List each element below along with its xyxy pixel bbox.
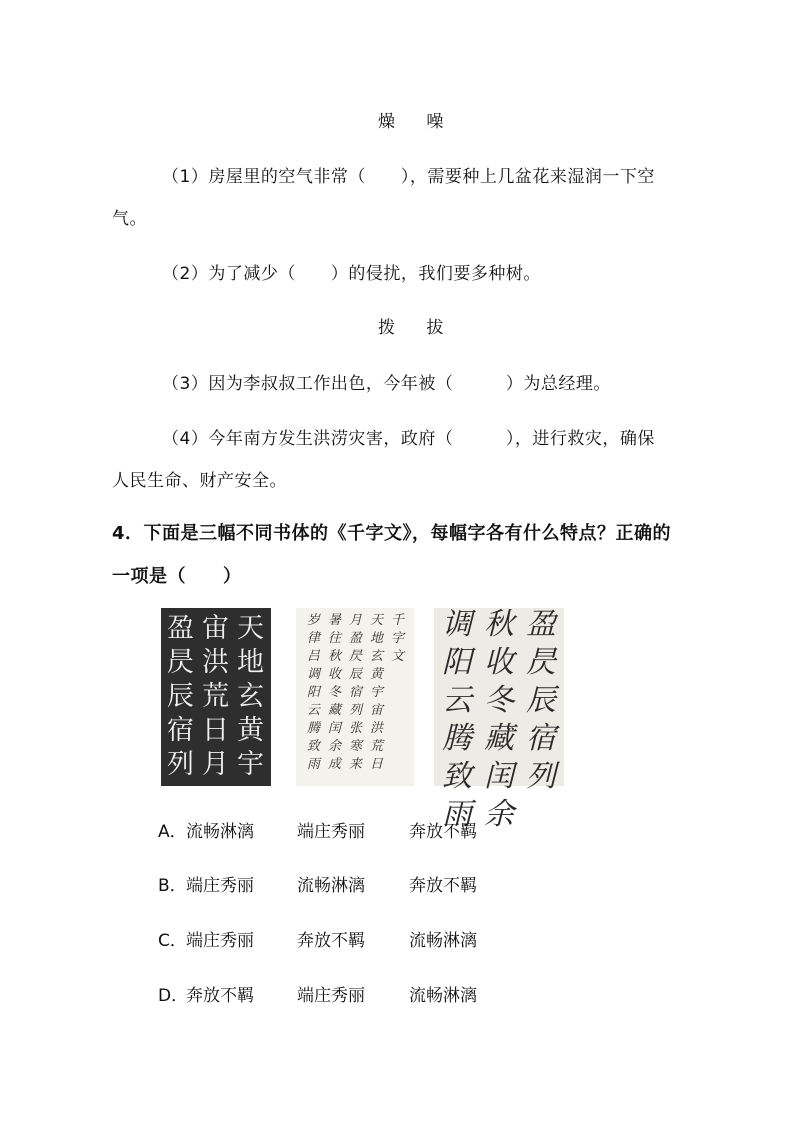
calligraphy-column	[366, 612, 387, 774]
calligraphy-char: 余	[327, 739, 341, 754]
calligraphy-char: 昃	[526, 645, 556, 680]
calligraphy-char: 闰	[484, 759, 514, 794]
question-4-stem-line-2: 一项是（ ）	[112, 566, 242, 587]
calligraphy-char: 腾	[306, 721, 320, 736]
calligraphy-char: 秋	[484, 607, 514, 642]
calligraphy-char: 致	[306, 739, 320, 754]
calligraphy-char: 雨	[306, 757, 320, 772]
calligraphy-char: 宙	[369, 703, 383, 718]
calligraphy-char: 辰	[167, 681, 194, 712]
calligraphy-char: 藏	[484, 721, 514, 756]
calligraphy-char: 雨	[442, 797, 472, 832]
calligraphy-char: 阳	[306, 685, 320, 700]
calligraphy-char: 地	[237, 647, 264, 678]
calligraphy-char: 往	[327, 631, 341, 646]
option-d-item-2: 端庄秀丽	[297, 986, 365, 1006]
calligraphy-char: 冬	[484, 683, 514, 718]
calligraphy-char: 调	[306, 667, 320, 682]
option-a-label: A．	[158, 822, 187, 842]
calligraphy-char: 秋	[327, 649, 341, 664]
calligraphy-char: 致	[442, 759, 472, 794]
word-bo: 拨	[378, 318, 395, 338]
calligraphy-char: 宿	[526, 721, 556, 756]
calligraphy-char: 盈	[167, 613, 194, 644]
calligraphy-char: 宇	[237, 749, 264, 780]
calligraphy-column	[345, 612, 366, 774]
option-a-item-1: 流畅淋漓	[186, 822, 254, 842]
question-3: （3）因为李叔叔工作出色，今年被（ ）为总经理。	[162, 374, 611, 394]
calligraphy-char: 调	[442, 607, 472, 642]
word-zao-dry: 燥	[378, 112, 395, 132]
word-ba: 拔	[426, 318, 444, 338]
calligraphy-char: 昃	[348, 649, 362, 664]
calligraphy-char: 天	[369, 613, 383, 628]
calligraphy-char: 洪	[202, 647, 229, 678]
running-script-image	[296, 608, 414, 786]
calligraphy-char: 地	[369, 631, 383, 646]
calligraphy-char: 字	[390, 631, 404, 646]
option-c-item-3: 流畅淋漓	[409, 931, 477, 951]
calligraphy-column	[478, 606, 520, 834]
question-1-line-1: （1）房屋里的空气非常（ ），需要种上几盆花来湿润一下空	[162, 167, 655, 187]
calligraphy-char: 荒	[369, 739, 383, 754]
calligraphy-char: 收	[327, 667, 341, 682]
calligraphy-char: 辰	[348, 667, 362, 682]
word-pair-zao	[378, 107, 443, 132]
calligraphy-char: 千	[390, 613, 404, 628]
calligraphy-char: 腾	[442, 721, 472, 756]
calligraphy-column	[520, 606, 562, 796]
calligraphy-char: 寒	[348, 739, 362, 754]
word-zao-noise: 噪	[426, 112, 444, 132]
calligraphy-char: 冬	[327, 685, 341, 700]
calligraphy-char: 列	[348, 703, 362, 718]
calligraphy-char: 列	[526, 759, 556, 794]
option-b-label: B．	[158, 876, 187, 896]
calligraphy-column	[233, 612, 268, 782]
calligraphy-char: 黄	[237, 715, 264, 746]
calligraphy-char: 黄	[369, 667, 383, 682]
calligraphy-char: 盈	[348, 631, 362, 646]
calligraphy-char: 藏	[327, 703, 341, 718]
calligraphy-char: 云	[442, 683, 472, 718]
calligraphy-char: 宇	[369, 685, 383, 700]
calligraphy-char: 律	[306, 631, 320, 646]
option-d-item-1: 奔放不羁	[186, 986, 254, 1006]
calligraphy-char: 宿	[167, 715, 194, 746]
option-d-item-3: 流畅淋漓	[409, 986, 477, 1006]
calligraphy-char: 月	[348, 613, 362, 628]
calligraphy-char: 收	[484, 645, 514, 680]
calligraphy-char: 岁	[306, 613, 320, 628]
regular-script-image	[161, 608, 271, 786]
calligraphy-char: 成	[327, 757, 341, 772]
calligraphy-char: 文	[390, 649, 404, 664]
option-a-item-3: 奔放不羁	[409, 822, 477, 842]
question-4-line-1: （4）今年南方发生洪涝灾害，政府（ ），进行救灾，确保	[162, 429, 655, 449]
option-b-item-1: 端庄秀丽	[186, 876, 254, 896]
option-c-item-2: 奔放不羁	[297, 931, 365, 951]
word-pair-ba	[378, 313, 443, 338]
calligraphy-char: 荒	[202, 681, 229, 712]
calligraphy-char: 云	[306, 703, 320, 718]
calligraphy-char: 月	[202, 749, 229, 780]
option-b-item-3: 奔放不羁	[409, 876, 477, 896]
calligraphy-char: 玄	[369, 649, 383, 664]
option-a-item-2: 端庄秀丽	[297, 822, 365, 842]
calligraphy-char: 余	[484, 797, 514, 832]
calligraphy-char: 宙	[202, 613, 229, 644]
option-b-item-2: 流畅淋漓	[297, 876, 365, 896]
calligraphy-char: 阳	[442, 645, 472, 680]
calligraphy-column	[198, 612, 233, 782]
calligraphy-char: 洪	[369, 721, 383, 736]
calligraphy-char: 玄	[237, 681, 264, 712]
calligraphy-column	[303, 612, 324, 774]
calligraphy-column	[387, 612, 408, 666]
calligraphy-char: 盈	[526, 607, 556, 642]
calligraphy-char: 暑	[327, 613, 341, 628]
calligraphy-char: 宿	[348, 685, 362, 700]
calligraphy-column	[163, 612, 198, 782]
option-c-item-1: 端庄秀丽	[186, 931, 254, 951]
calligraphy-column	[436, 606, 478, 834]
calligraphy-char: 日	[202, 715, 229, 746]
calligraphy-char: 张	[348, 721, 362, 736]
calligraphy-char: 昃	[167, 647, 194, 678]
question-4-stem-line-1: 4．下面是三幅不同书体的《千字文》，每幅字各有什么特点？正确的	[112, 523, 672, 544]
calligraphy-char: 列	[167, 749, 194, 780]
question-4-line-2: 人民生命、财产安全。	[112, 471, 287, 491]
calligraphy-char: 来	[348, 757, 362, 772]
option-d-label: D．	[158, 986, 189, 1006]
question-2: （2）为了减少（ ）的侵扰，我们要多种树。	[162, 264, 541, 284]
calligraphy-column	[324, 612, 345, 774]
calligraphy-char: 吕	[306, 649, 320, 664]
question-1-line-2: 气。	[112, 209, 147, 229]
option-c-label: C．	[158, 931, 187, 951]
calligraphy-char: 日	[369, 757, 383, 772]
cursive-script-image	[434, 607, 564, 832]
calligraphy-char: 闰	[327, 721, 341, 736]
calligraphy-char: 天	[237, 613, 264, 644]
calligraphy-char: 辰	[526, 683, 556, 718]
